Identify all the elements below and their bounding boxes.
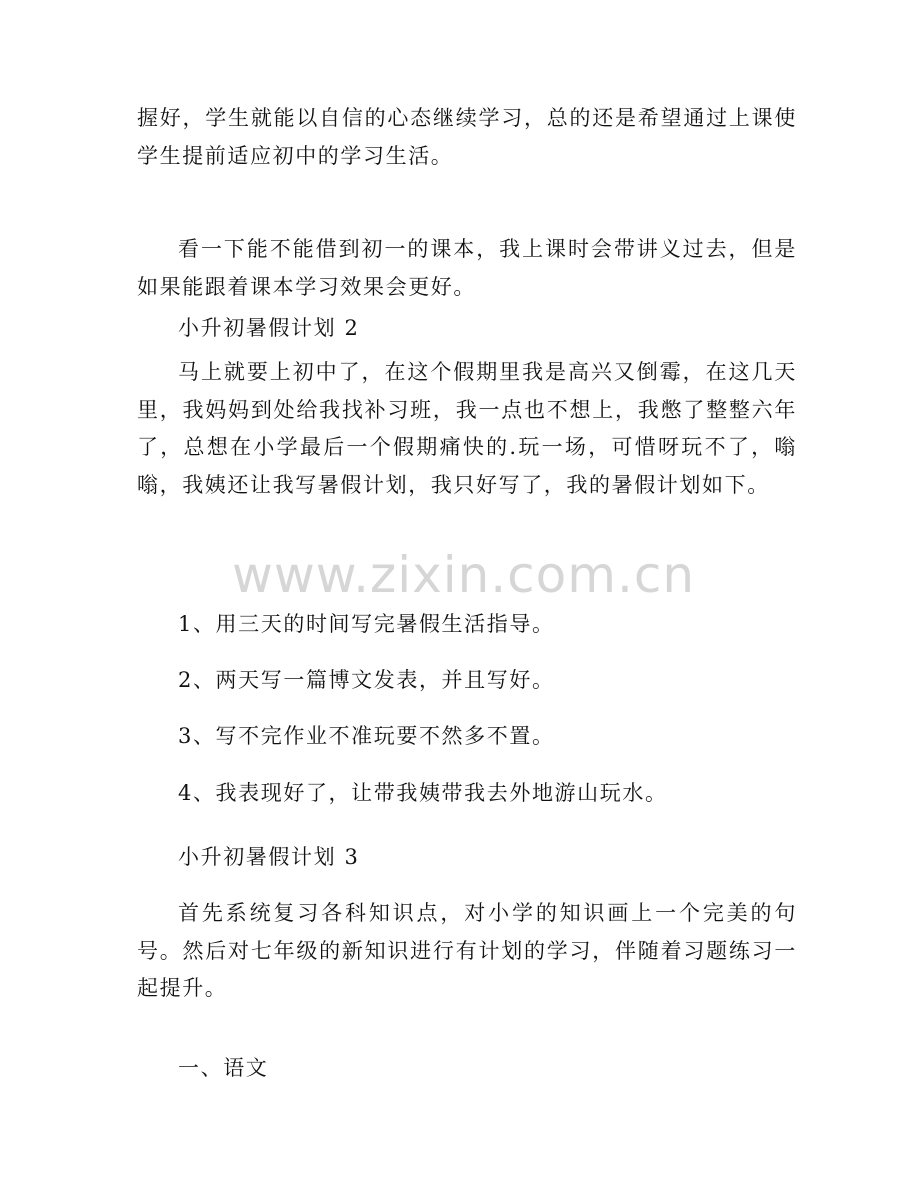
paragraph-4: 首先系统复习各科知识点，对小学的知识画上一个完美的句号。然后对七年级的新知识进行有计划的学习，伴随着习题练习一起提升。 [137,901,797,1000]
paragraph-2: 看一下能不能借到初一的课本，我上课时会带讲义过去，但是如果能跟着课本学习效果会更好。 [137,237,797,299]
list-item: 3、写不完作业不准玩要不然多不置。 [178,724,555,748]
section-heading-plan-3: 小升初暑假计划 3 [178,845,360,869]
paragraph-1: 握好，学生就能以自信的心态继续学习，总的还是希望通过上课使学生提前适应初中的学习生活。 [137,106,797,168]
watermark: www.zixin.com.cn [232,546,696,604]
section-heading-plan-2: 小升初暑假计划 2 [178,316,360,340]
list-item: 2、两天写一篇博文发表，并且写好。 [178,668,555,692]
subsection-heading-chinese: 一、语文 [178,1056,269,1080]
list-item: 4、我表现好了，让带我姨带我去外地游山玩水。 [178,781,668,805]
paragraph-3: 马上就要上初中了，在这个假期里我是高兴又倒霉，在这几天里，我妈妈到处给我找补习班，我一点也不想上，我憋了整整六年了，总想在小学最后一个假期痛快的.玩一场，可惜呀玩不了，嗡嗡，我姨还让我写暑假计划，我只好写了，我的暑假计划如下。 [137,360,797,497]
list-item: 1、用三天的时间写完暑假生活指导。 [178,612,555,636]
